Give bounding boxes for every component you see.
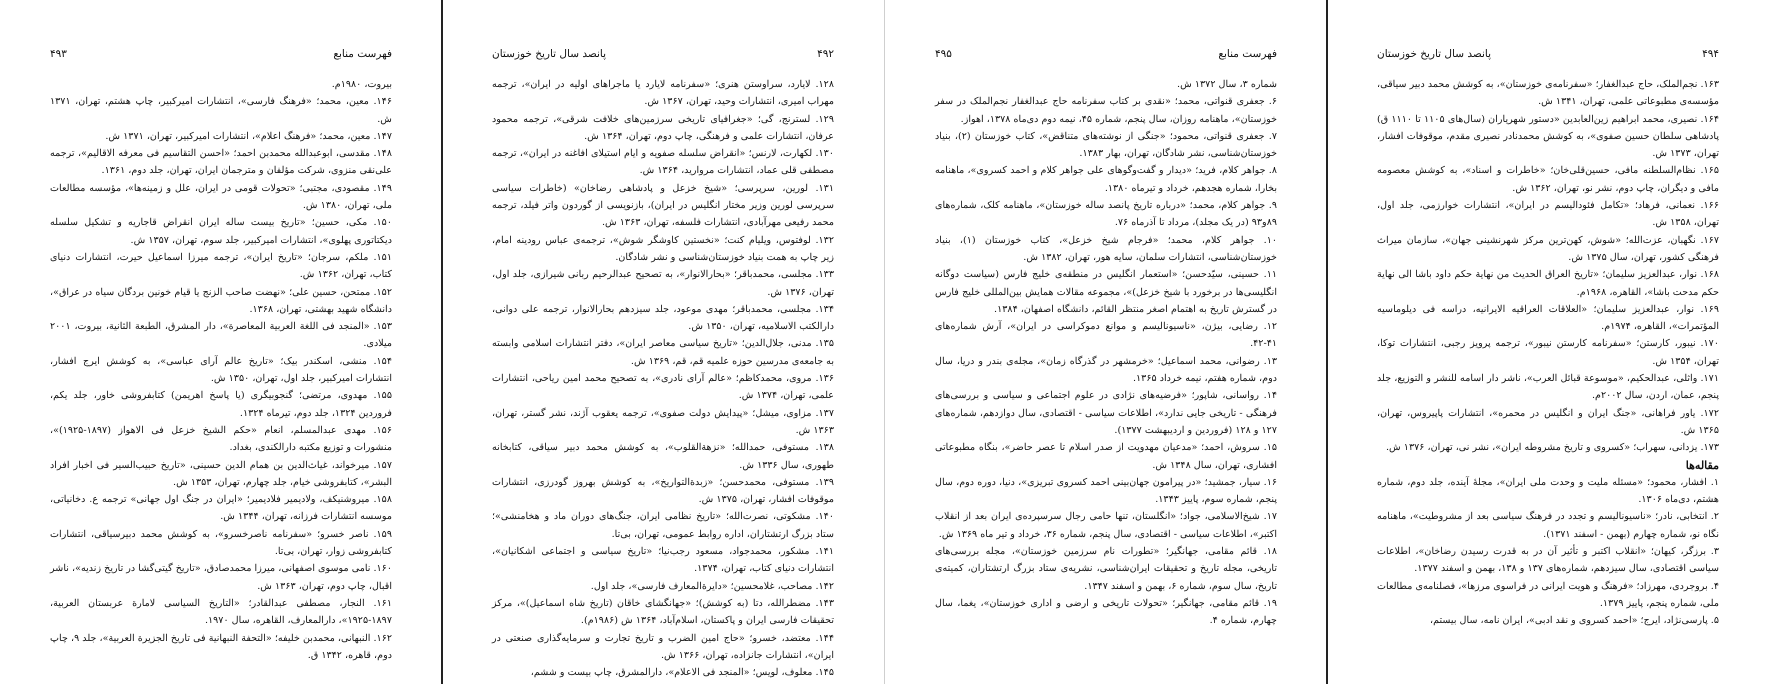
reference-entry: ۱۴۶. معین، محمد؛ «فرهنگ فارسی»، انتشارات امیرکبیر، چاپ هشتم، تهران، ۱۳۷۱ ش. [50,96,392,125]
header-title: پانصد سال تاریخ خوزستان [1377,48,1492,60]
reference-entry: ۱۱. حسینی، سیّدحسن؛ «استعمار انگلیس در منطقه‌ی خلیج فارس (سیاست دوگانه انگلیسی‌ها در برخورد با شیخ خزعل)»، مجموعه مقالات همایش بین‌المللی خلیج فارس در گسترش تاریخ به اهتمام اصغر منتظر القائم، دانشگاه اصفهان، ۱۳۸۴. [935,269,1277,315]
reference-entry: ۱۵۸. میروشنیکف، ولادیمیر فلادیمیر؛ «ایران در جنگ اول جهانی» ترجمه ع. دخانیاتی، موسسه انتشارات فرزانه، تهران، ۱۳۴۴ ش. [50,494,392,523]
reference-entry: ۱۴. رواسانی، شاپور؛ «فرضیه‌های نژادی در علوم اجتماعی و سیاسی و بررسی‌های فرهنگی - تاریخی جایی ندارد»، اطلاعات سیاسی - اقتصادی، سال دوازدهم، شماره‌های ۱۲۷ و ۱۲۸ (فروردین و اردیبهشت ۱۳۷۷). [935,390,1277,436]
reference-entry: ۱۳۲. لوفتوس، ویلیام کنت؛ «نخستین کاوشگر شوش»، ترجمه‌ی عباس رودینه امام، زیر چاپ به همت بنیاد خوزستان‌شناسی و نشر شادگان. [492,234,834,263]
reference-entry: ۸. جواهر کلام، فرید؛ «دیدار و گفت‌وگوهای علی جواهر کلام و احمد کسروی»، ماهنامه بخارا، شماره هجدهم، خرداد و تیرماه ۱۳۸۰. [935,165,1277,194]
reference-entry: ۱۰. جواهر کلام، محمد؛ «فرجام شیخ خزعل»، کتاب خوزستان (۱)، بنیاد خوزستان‌شناسی، انتشارات سلمان، سایه هور، تهران، ۱۳۸۲ ش. [935,234,1277,263]
reference-entry: ۱۳۵. مدنی، جلال‌الدین؛ «تاریخ سیاسی معاصر ایران»، دفتر انتشارات اسلامی وابسته به جامعه‌ی مدرسین حوزه علمیه قم، قم، ۱۳۶۹ ش. [492,338,834,367]
reference-entry: ۱۴۰. مشکوتی، نصرت‌الله؛ «تاریخ نظامی ایران، جنگ‌های دوران ماد و هخامنشی»؛ ستاد بزرگ ارتشتاران، اداره روابط عمومی، تهران، بی‌تا. [492,511,834,540]
article-entry: ۴. بروجردی، مهرزاد؛ «فرهنگ و هویت ایرانی در فراسوی مرزها»، فصلنامه‌ی مطالعات ملی، شماره پنجم، پاییز ۱۳۷۹. [1376,580,1719,609]
reference-entry: ۶. جعفری قنواتی، محمد؛ «نقدی بر کتاب سفرنامه حاج عبدالغفار نجم‌الملک در سفر خوزستان»، ماهنامه روزان، سال پنجم، شماره ۴۵، نیمه دوم دی‌ماه ۱۳۷۸، اهواز. [935,96,1277,125]
reference-entry: ۱۶۶. نعمانی، فرهاد؛ «تکامل فئودالیسم در ایران»، انتشارات خوارزمی، جلد اول، تهران، ۱۳۵۸ ش. [1377,200,1719,229]
spread-1 [0,0,884,684]
reference-entry: ۱۴۳. مضطرالله، دتا (به کوشش)؛ «جهانگشای خاقان (تاریخ شاه اسماعیل)»، مرکز تحقیقات فارسی ایران و پاکستان، اسلام‌آباد، ۱۳۶۴ ش (۱۹۸۶م). [492,597,834,627]
reference-entry: ۱۵. سروش، احمد؛ «مدعیان مهدویت از صدر اسلام تا عصر حاضر»، بنگاه مطبوعاتی افشاری، تهران، سال ۱۳۴۸ ش. [935,442,1277,471]
reference-entry: ۱۶. سیار، جمشید؛ «در پیرامون جهان‌بینی احمد کسروی تبریزی»، دنیا، دوره دوم، سال پنجم، شماره سوم، پاییز ۱۳۴۳. [935,476,1277,506]
reference-entry: ۱۴۷. معین، محمد؛ «فرهنگ اعلام»، انتشارات امیرکبیر، تهران، ۱۳۷۱ ش. [105,130,392,142]
reference-entry: ۱۳۶. مروی، محمدکاظم؛ «عالم آرای نادری»، به تصحیح محمد امین ریاحی، انتشارات علمی، تهران، ۱۳۷۴ ش. [492,373,834,402]
reference-entry: ۱۳۷. مزاوی، میشل؛ «پیدایش دولت صفوی»، ترجمه یعقوب آژند، نشر گستر، تهران، ۱۳۶۳ ش. [492,407,834,436]
header-title: پانصد سال تاریخ خوزستان [492,48,607,60]
article-entry: ۱. افشار، محمود؛ «مسئله ملیت و وحدت ملی ایران»، مجلهٔ آینده، جلد دوم، شماره هشتم، دی‌ماه ۱۳۰۶. [1377,476,1719,506]
reference-entry: ۱۵۷. میرخواند، غیاث‌الدین بن همام الدین حسینی، «تاریخ حبیب‌السیر فی اخبار افراد البشر»، کتابفروشی خیام، جلد چهارم، تهران، ۱۳۵۳ ش. [50,459,392,488]
reference-entry: ۱۳۰. لکهارت، لارنس؛ «انقراض سلسله صفویه و ایام استیلای افاغنه در ایران»، ترجمه مصطفی قلی عماد، انتشارات مروارید، ۱۳۶۴ ش. [492,148,834,177]
reference-entry: ۱۳۸. مستوفی، حمدالله؛ «نزهةالقلوب»، به کوشش محمد دبیر سیاقی، کتابخانه طهوری، سال ۱۳۳۶ ش. [492,442,834,471]
article-entry: ۲. انتخابی، نادر؛ «ناسیونالیسم و تجدد در فرهنگ سیاسی بعد از مشروطیت»، ماهنامه نگاه نو، شماره چهارم (بهمن - اسفند ۱۳۷۱). [1377,511,1719,540]
running-header [492,48,834,66]
reference-entry: ۱۶۷. نگهبان، عزت‌الله؛ «شوش، کهن‌ترین مرکز شهرنشینی جهان»، سازمان میراث فرهنگی کشور، تهران، سال ۱۳۷۵ ش. [1377,234,1719,263]
reference-entry: ۱۵۴. منشی، اسکندر بیک؛ «تاریخ عالم آرای عباسی»، به کوشش ایرج افشار، انتشارات امیرکبیر، جلد اول، تهران، ۱۳۵۰ ش. [50,355,392,385]
reference-entry: ۱۳۳. مجلسی، محمدباقر؛ «بحارالانوار»، به تصحیح عبدالرحیم ربانی شیرازی، جلد اول، تهران، ۱۳۷۶ ش. [492,269,834,298]
reference-entry: ۱۶۰. نامی موسوی اصفهانی، میرزا محمدصادق، «تاریخ گیتی‌گشا در تاریخ زندیه»، ناشر اقبال، چاپ دوم، تهران، ۱۳۶۳ ش. [50,563,392,592]
header-title: فهرست منابع [333,48,392,60]
reference-entry: ۱۴۵. معلوف، لویس؛ «المنجد فی الاعلام»، دارالمشرق، چاپ بیست و ششم، [530,667,834,679]
reference-entry: ۱۸. قائم مقامی، جهانگیر؛ «تطورات نام سرزمین خوزستان»، مجله بررسی‌های تاریخی، مجله تاریخ و تحقیقات ایران‌شناسی، نشریه‌ی ستاد بزرگ ارتشتاران، کمیته‌ی تاریخ، سال سوم، شماره ۶، بهمن و اسفند ۱۳۴۷. [935,546,1277,592]
reference-entry: شماره ۳، سال ۱۳۷۲ ش. [1177,79,1277,90]
reference-entry: ۱۷. شیخ‌الاسلامی، جواد؛ «انگلستان، تنها حامی رجال سرسپرده‌ی ایران بعد از انقلاب اکتبر»، اطلاعات سیاسی - اقتصادی، سال پنجم، شماره ۳۶، خرداد و تیر ماه ۱۳۶۹ ش. [935,511,1277,540]
article-entry: ۵. پارسی‌نژاد، ایرج؛ «احمد کسروی و نقد ادبی»، ایران نامه، سال بیستم، [1430,615,1719,627]
reference-entry: ۱۵۲. ممتحن، حسین علی؛ «نهضت صاحب الزنج یا قیام خونین بردگان سیاه در عراق»، دانشگاه شهید بهشتی، تهران، ۱۳۶۸. [50,286,392,315]
reference-entry: ۱۴۲. مصاحب، غلامحسین؛ «دایرةالمعارف فارسی»، جلد اول. [590,580,834,592]
page-number: ۴۹۴ [1702,48,1719,60]
page-494 [1327,0,1769,684]
page-number: ۴۹۳ [50,48,67,60]
running-header [50,48,392,66]
reference-entry: ۱۲. رضایی، بیژن، «ناسیونالیسم و موانع دموکراسی در ایران»، آرش شماره‌های ۴۱-۴۲. [935,321,1277,350]
reference-entry: ۱۶۹. نوار، عبدالعزیز سلیمان؛ «العلاقات العراقیه الایرانیه، دراسه فی دیلوماسیه المؤتمرات»، القاهره، ۱۹۷۴م. [1377,303,1719,333]
reference-entry: ۱۶۳. نجم‌الملک، حاج عبدالغفار؛ «سفرنامه‌ی خوزستان»، به کوشش محمد دبیر سیاقی، مؤسسه‌ی مطبوعاتی علمی، تهران، ۱۳۴۱ ش. [1377,79,1719,108]
reference-entry: ۱۷۲. یاور فراهانی، «جنگ ایران و انگلیس در محمره»، انتشارات پاپیروس، تهران، ۱۳۶۵ ش. [1377,407,1719,436]
reference-entry: ۱۵۹. ناصر خسرو؛ «سفرنامه ناصرخسرو»، به کوشش محمد دبیرسیاقی، انتشارات کتابفروشی زوار، تهران، بی‌تا. [50,528,392,558]
reference-entry: ۱۳۱. لورین، سرپرسی؛ «شیخ خزعل و پادشاهی رضاخان» (خاطرات سیاسی سرپرسی لورین وزیر مختار انگلیس در ایران)، بازنویسی از گوردون واتر فیلد، ترجمه محمد رفیعی مهرآبادی، انتشارات فلسفه، تهران، ۱۳۶۳ ش. [492,182,834,229]
reference-entry: ۱۳. رضوانی، محمد اسماعیل؛ «خرمشهر در گذرگاه زمان»، مجله‌ی بندر و دریا، سال دوم، شماره هفتم، نیمه خرداد ۱۳۶۵. [935,355,1277,385]
reference-entry: ۱۴۱. مشکور، محمدجواد، مسعود رجب‌نیا؛ «تاریخ سیاسی و اجتماعی اشکانیان»، انتشارات دنیای کتاب، تهران، ۱۳۷۴. [492,546,834,575]
page-body [50,76,392,664]
reference-entry: ۱۶۸. نوار، عبدالعزیز سلیمان؛ «تاریخ العراق الحدیث من نهایة حکم داود باشا الی نهایة حکم مدحت باشا»، القاهره، ۱۹۶۸م. [1377,269,1719,298]
page-body [1377,76,1719,630]
page-492 [442,0,884,684]
reference-entry: ۱۳۴. مجلسی، محمدباقر؛ مهدی موعود، جلد سیزدهم بحارالانوار، ترجمه علی دوانی، دارالکتب الاسلامیه، تهران، ۱۳۵۰ ش. [492,303,834,333]
page-number: ۴۹۲ [817,48,834,60]
page-body [492,76,834,681]
reference-entry: ۹. جواهر کلام، محمد؛ «درباره تاریخ پانصد ساله خوزستان»، ماهنامه کلک، شماره‌های ۸۹و۹۳ (در یک مجلد)، مرداد تا آذرماه ۷۶. [935,200,1277,229]
reference-entry: ۱۷۳. یزدانی، سهراب؛ «کسروی و تاریخ مشروطه ایران»، نشر نی، تهران، ۱۳۷۶ ش. [1385,442,1719,454]
reference-entry: ۱۷۱. واثلی، عبدالحکیم، «موسوعة قبائل العرب»، ناشر دار اسامه للنشر و التوزیع، جلد پنجم، عمان، اردن، سال ۲۰۰۲م. [1377,373,1719,402]
reference-entry: ۱۵۵. مهدوی، مرتضی؛ گنجوبیگری (یا پاسخ اهریمن) کتابفروشی خاور، جلد یکم، فروردین ۱۳۲۴، جلد دوم، تیرماه ۱۳۲۴. [50,390,392,419]
reference-entry: ۱۵۳. «المنجد فی اللغة العربیة المعاصرة»، دار المشرق، الطبعة الثانیة، بیروت، ۲۰۰۱ میلادی. [50,321,392,350]
page-number: ۴۹۵ [935,48,952,60]
section-heading: مقاله‌ها [1685,458,1719,472]
running-header [1377,48,1719,66]
reference-entry: ۱۴۹. مقصودی، مجتبی؛ «تحولات قومی در ایران، علل و زمینه‌ها»، مؤسسه مطالعات ملی، تهران، ۱۳۸۰ ش. [50,182,392,212]
book-gutter [1326,0,1328,684]
book-gutter [441,0,443,684]
page-body [935,76,1277,630]
reference-entry: ۱۴۸. مقدسی، ابوعبدالله محمدبن احمد؛ «احسن التقاسیم فی معرفه الاقالیم»، ترجمه علی‌نقی منزوی، شرکت مؤلفان و مترجمان ایران، تهران، جلد دوم، ۱۳۶۱. [50,148,392,177]
reference-entry: ۱۲۸. لایارد، سراوستن هنری؛ «سفرنامه لایارد یا ماجراهای اولیه در ایران»، ترجمه مهراب امیری، انتشارات وحید، تهران، ۱۳۶۷ ش. [492,79,834,108]
reference-entry: ۱۳۹. مستوفی، محمدحسن؛ «زبدةالتواریخ»، به کوشش بهروز گودرزی، انتشارات موقوفات افشار، تهران، ۱۳۷۵ ش. [492,476,834,506]
reference-entry: ۱۴۴. معتضد، خسرو؛ «حاج امین الضرب و تاریخ تجارت و سرمایه‌گذاری صنعتی در ایران»، انتشارات جانزاده، تهران، ۱۳۶۶ ش. [492,632,834,661]
reference-entry: ۱۵۱. ملکم، سرجان؛ «تاریخ ایران»، ترجمه میرزا اسماعیل حیرت، انتشارات دنیای کتاب، تهران، ۱۳۶۲ ش. [50,251,392,281]
reference-entry: ۱۶۲. النبهانی، محمدبن خلیفه؛ «التحفة النبهانیة فی تاریخ الجزیرة العربیة»، جلد ۹، چاپ دوم، قاهره، ۱۳۴۲ ق. [50,632,393,661]
reference-entry: ۱۲۹. لسترنج، گی؛ «جغرافیای تاریخی سرزمین‌های خلافت شرقی»، ترجمه محمود عرفان، انتشارات علمی و فرهنگی، چاپ دوم، تهران، ۱۳۶۴ ش. [492,113,834,142]
page-495 [885,0,1327,684]
running-header [935,48,1277,66]
reference-entry: ۱۷۰. نیبور، کارستن؛ «سفرنامه کارستن نیبور»، ترجمه پرویز رجبی، انتشارات توکا، تهران، ۱۳۵۴ ش. [1377,338,1719,367]
reference-entry: ۱۶۱. النجار، مصطفی عبدالقادر؛ «التاریخ السیاسی لامارة عربستان العربیة، ۱۸۹۷-۱۹۲۵»، دارالمعارف، القاهره، سال ۱۹۷۰. [50,597,392,627]
reference-entry: بیروت، ۱۹۸۰م. [331,79,392,90]
reference-entry: ۱۵۶. مهدی عبدالمسلم، انعام «حکم الشیخ خزعل فی الاهواز (۱۸۹۷-۱۹۲۵)»، منشورات و توزیع مکتبه دارالکندی، بغداد. [50,424,392,454]
spread-2 [885,0,1769,684]
page-493 [0,0,442,684]
reference-entry: ۱۵۰. مکی، حسین؛ «تاریخ بیست ساله ایران انقراض قاجاریه و تشکیل سلسله دیکتاتوری پهلوی»، انتشارات امیرکبیر، جلد سوم، تهران، ۱۳۵۷ ش. [50,217,392,246]
reference-entry: ۱۶۴. نصیری، محمد ابراهیم زین‌العابدین «دستور شهریاران (سال‌های ۱۱۰۵ تا ۱۱۱۰ ق) پادشاهی سلطان حسین صفوی»، به کوشش محمدنادر نصیری مقدم، موقوفات افشار، تهران، ۱۳۷۳ ش. [1377,113,1719,160]
article-entry: ۳. برزگر، کیهان؛ «انقلاب اکتبر و تأثیر آن در به قدرت رسیدن رضاخان»، اطلاعات سیاسی اقتصادی، سال سیزدهم، شماره‌های ۱۳۷ و ۱۳۸، بهمن و اسفند ۱۳۷۷. [1377,546,1719,575]
reference-entry: ۷. جعفری قنواتی، محمود؛ «جنگی از نوشته‌های متناقض»، کتاب خوزستان (۲)، بنیاد خوزستان‌شناسی، نشر شادگان، تهران، بهار ۱۳۸۳. [935,130,1277,160]
reference-entry: ۱۶۵. نظام‌السلطنه مافی، حسین‌قلی‌خان؛ «خاطرات و اسناد»، به کوشش معصومه مافی و دیگران، چاپ دوم، نشر نو، تهران، ۱۳۶۲ ش. [1377,165,1719,194]
header-title: فهرست منابع [1218,48,1277,60]
reference-entry: ۱۹. قائم مقامی، جهانگیر؛ «تحولات تاریخی و ارضی و اداری خوزستان»، یغما، سال چهارم، شماره ۴. [935,597,1277,627]
